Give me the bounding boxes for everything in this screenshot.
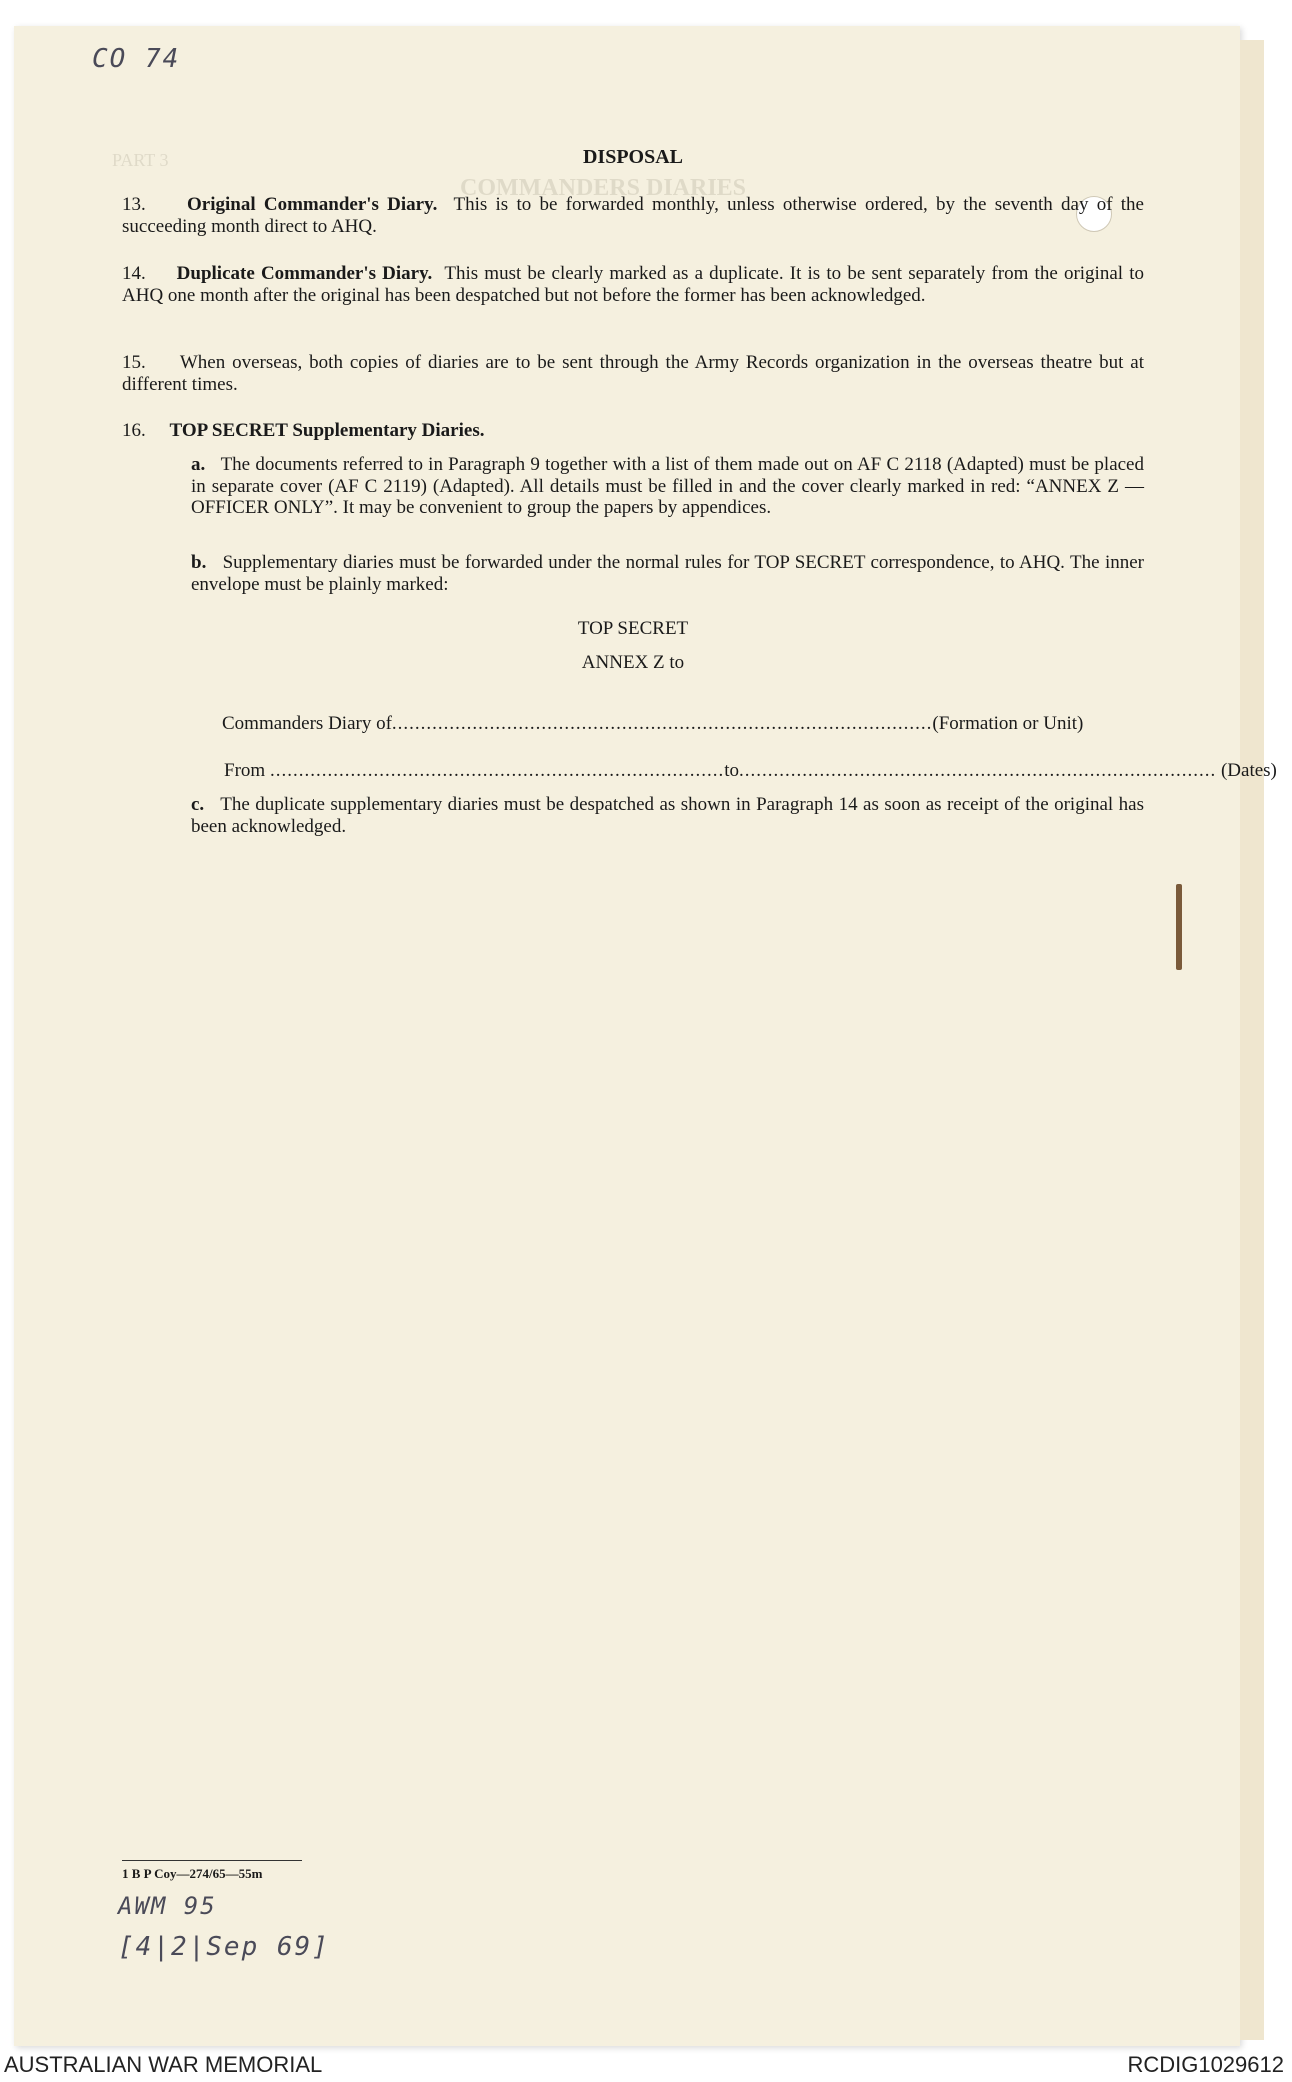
printer-imprint: 1 B P Coy—274/65—55m [122,1866,263,1881]
subparagraph-b [191,552,1144,595]
subparagraph-text: The documents referred to in Paragraph 9 together with a list of them made out on AF C 2118 (Adapted) must be placed in separate cover (AF C 2119) (Adapted). All details must be filled in and the cover clearly marked in red: “ANNEX Z — OFFICER ONLY”. It may be convenient to group the papers by appendices. [191,454,1144,518]
fill-in-dots: ................................................................................... [738,760,1217,781]
diary-of-line [222,713,1083,735]
staple-mark [1176,884,1182,970]
fill-in-dots: .............................................................................................. [391,713,933,734]
dates-label: (Dates) [1220,760,1277,781]
imprint-rule [122,1860,302,1861]
paragraph-number: 15. [122,352,146,373]
subparagraph-label: c. [191,794,205,815]
formation-unit-label: (Formation or Unit) [932,713,1084,734]
handwritten-reference-awm: AWM 95 [118,1892,217,1920]
paragraph-heading: Duplicate Commander's Diary. [176,263,433,284]
paragraph-15 [122,352,1144,395]
subparagraph-text: Supplementary diaries must be forwarded under the normal rules for TOP SECRET correspondence, to AHQ. The inner envelope must be plainly marked: [191,552,1145,595]
marking-top-secret: TOP SECRET [577,618,689,639]
paragraph-heading: TOP SECRET Supplementary Diaries. [169,420,485,441]
diary-of-label: Commanders Diary of [222,713,392,734]
handwritten-reference-top: CO 74 [92,44,181,74]
paragraph-heading: Original Commander's Diary. [187,194,438,215]
document-page [14,26,1240,2046]
to-label: to [724,760,739,781]
footer-institution: AUSTRALIAN WAR MEMORIAL [4,2052,323,2077]
marking-annex-z: ANNEX Z to [581,652,685,673]
subparagraph-text: The duplicate supplementary diaries must be despatched as shown in Paragraph 14 as soon as receipt of the original has been acknowledged. [191,794,1144,837]
fill-in-dots: ............................................................................... [269,760,725,781]
from-to-line [224,760,1277,782]
bleed-through-text: PART 3 [112,150,169,170]
from-label: From [224,760,266,781]
subparagraph-label: a. [191,454,206,475]
paragraph-number: 13. [122,194,146,215]
paragraph-number: 14. [122,263,146,284]
paragraph-number: 16. [122,420,146,441]
section-title: DISPOSAL [582,146,684,168]
subparagraph-c [191,794,1144,837]
paragraph-13 [122,194,1144,237]
paragraph-text: This must be clearly marked as a duplicate. It is to be sent separately from the original to AHQ one month after the original has been despatched but not before the former has been acknowledged. [122,263,1144,306]
bleed-through-text: COMMANDERS DIARIES [460,175,747,201]
handwritten-reference-date: [4|2|Sep 69] [118,1932,330,1962]
paragraph-16 [122,420,1144,442]
subparagraph-a [191,454,1144,519]
paragraph-text: When overseas, both copies of diaries are to be sent through the Army Records organization in the overseas theatre but at different times. [122,352,1144,395]
footer-catalogue-id: RCDIG1029612 [1127,2052,1284,2077]
paragraph-text: This is to be forwarded monthly, unless otherwise ordered, by the seventh day of the succeeding month direct to AHQ. [122,194,1144,237]
paragraph-14 [122,263,1144,306]
subparagraph-label: b. [191,552,207,573]
page-edge [1240,40,1264,2040]
